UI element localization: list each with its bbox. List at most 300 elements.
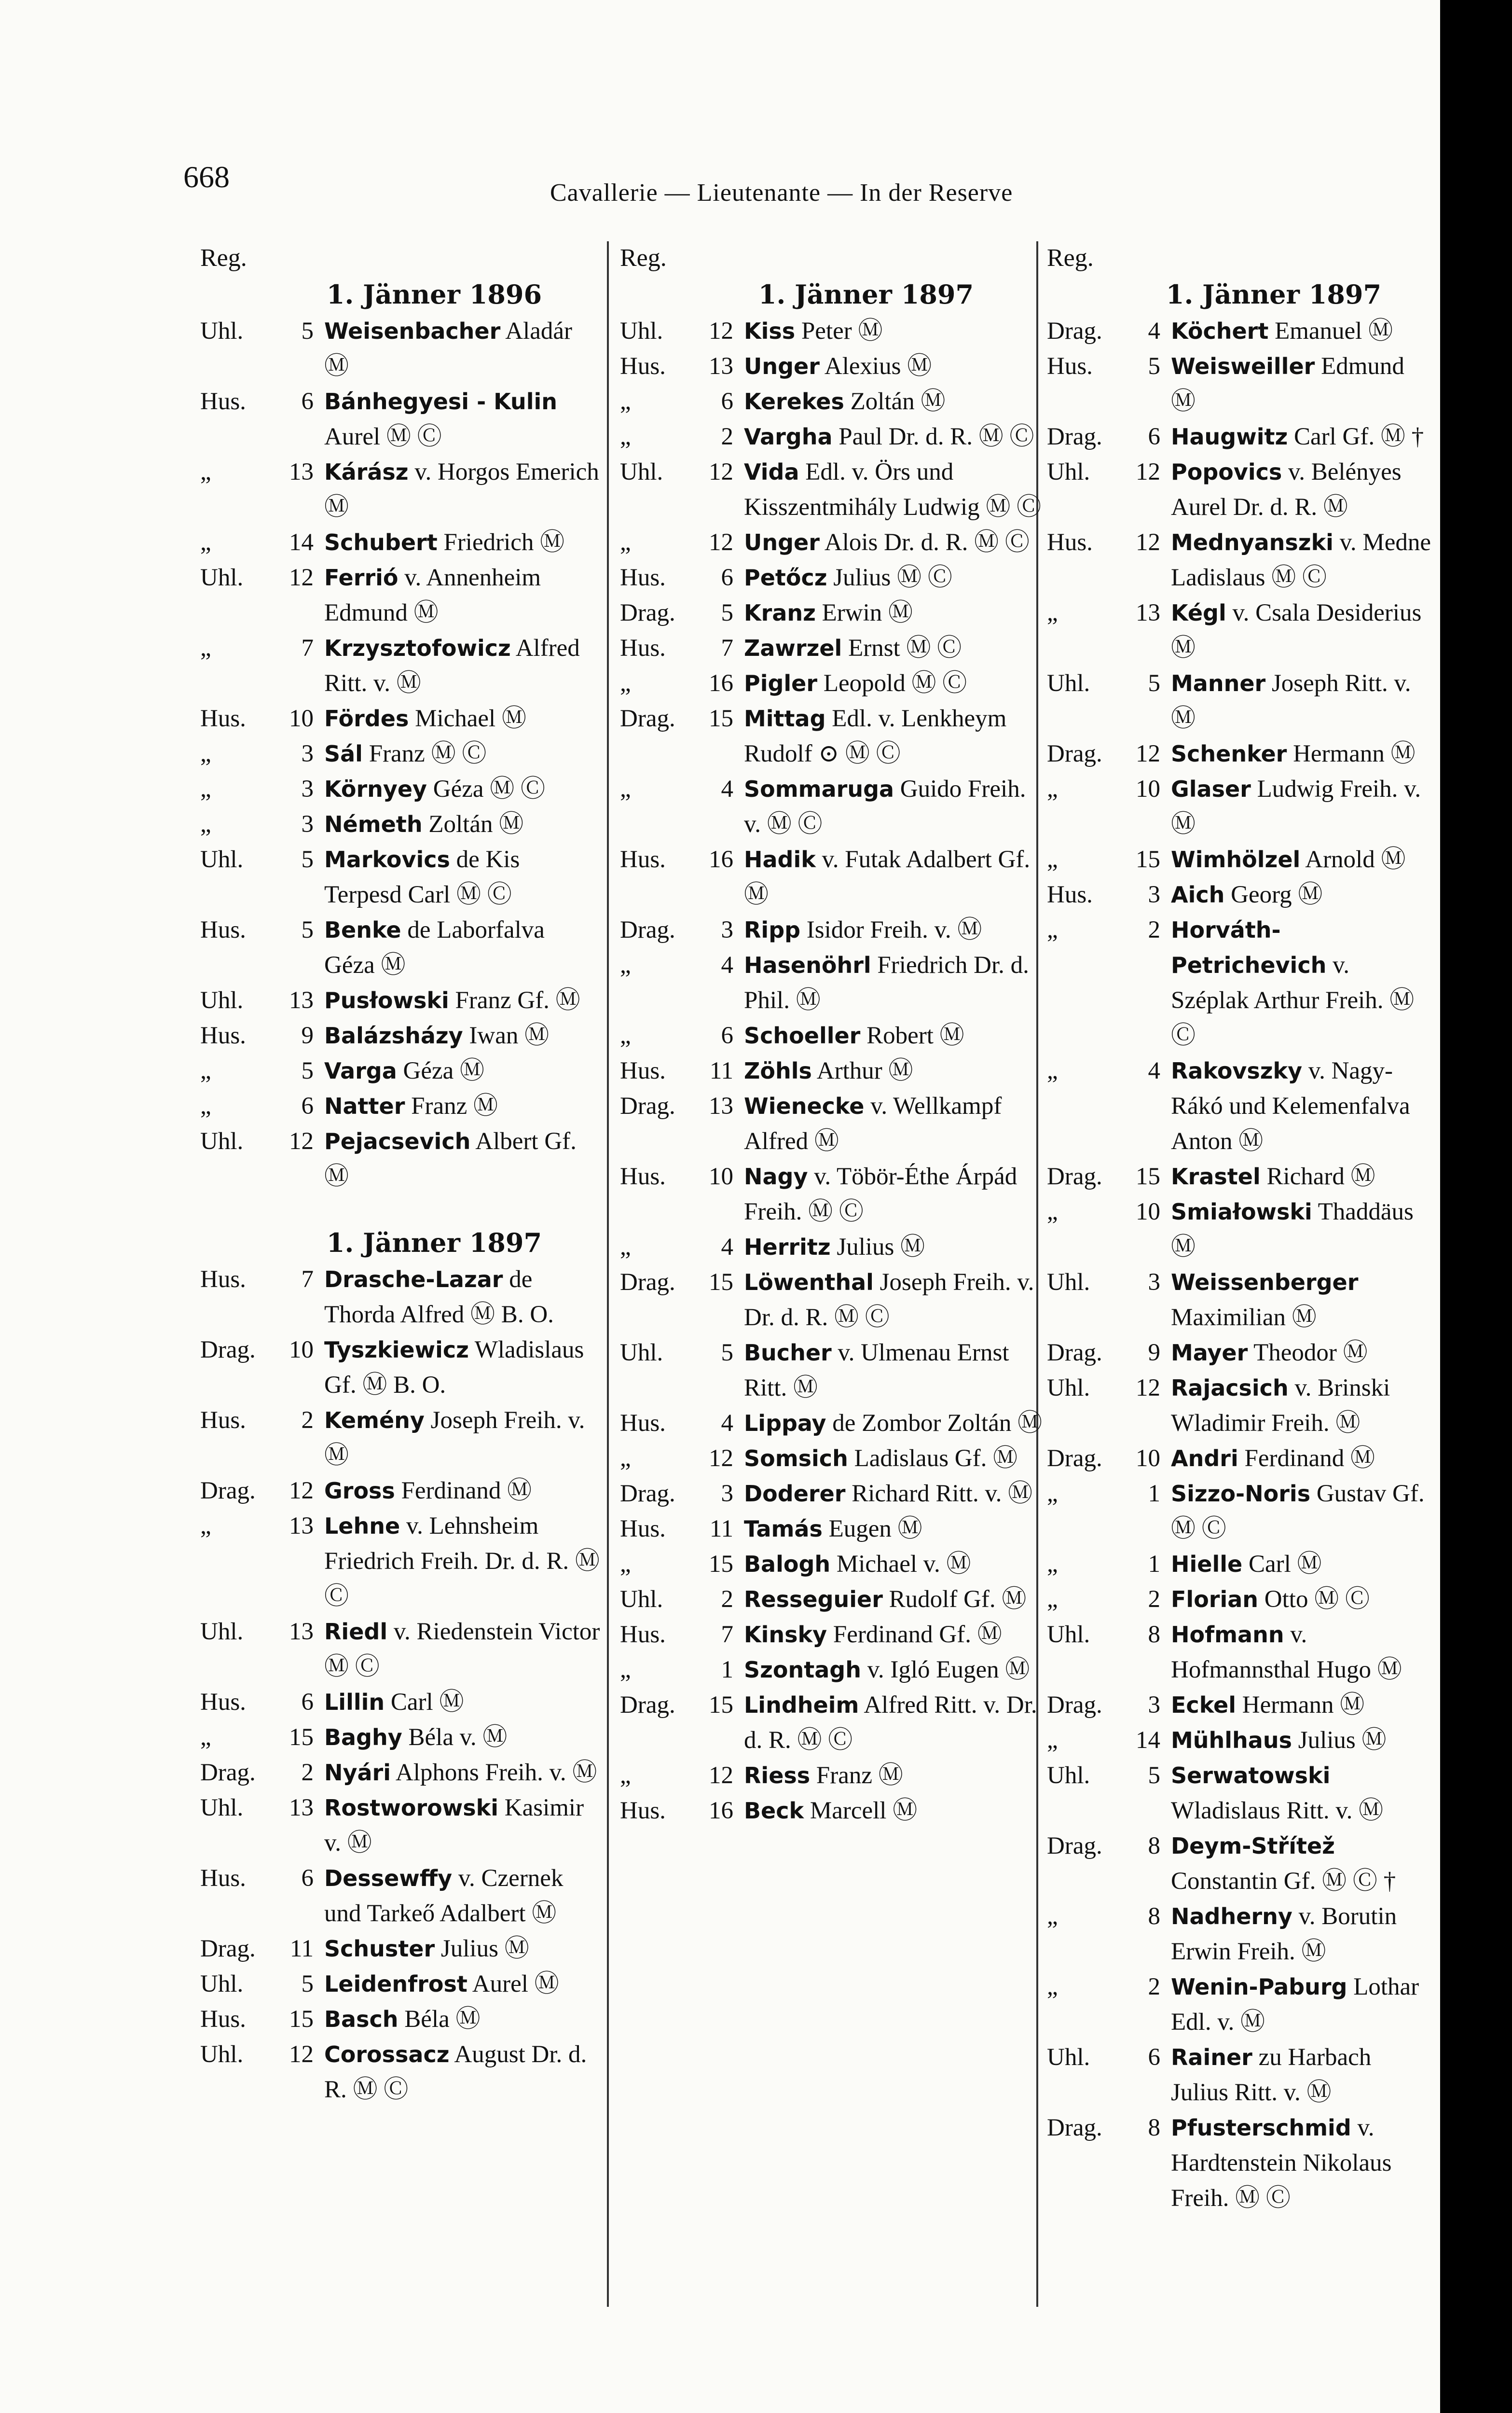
surname: Mühlhaus xyxy=(1171,1727,1292,1753)
name-details: de Thorda Alfred Ⓜ B. O. xyxy=(324,1266,554,1328)
regiment: Drag. xyxy=(1047,1692,1102,1719)
regiment: „ xyxy=(200,635,211,662)
surname: Markovics xyxy=(324,846,450,873)
surname: Kinsky xyxy=(744,1622,827,1648)
officer-name xyxy=(744,1335,1045,1406)
officer-name xyxy=(744,419,1045,455)
list-item xyxy=(620,1476,1045,1512)
officer-name xyxy=(324,1720,601,1755)
list-item xyxy=(620,1406,1045,1441)
surname: Popovics xyxy=(1171,459,1282,485)
regiment: „ xyxy=(620,1022,631,1049)
regiment-number: 12 xyxy=(1136,740,1160,767)
regiment-number: 12 xyxy=(289,1477,314,1504)
list-item xyxy=(200,772,601,807)
surname: Riedl xyxy=(324,1619,388,1645)
name-details: Kasimir v. Ⓜ xyxy=(324,1794,584,1857)
officer-name xyxy=(324,1861,601,1931)
regiment: Hus. xyxy=(200,1689,246,1716)
reg-column-label: Reg. xyxy=(1047,244,1094,272)
surname: Riess xyxy=(744,1762,811,1789)
list-item xyxy=(620,631,1045,666)
regiment-number: 6 xyxy=(301,1093,314,1120)
name-details: v. Hofmannsthal Hugo Ⓜ xyxy=(1171,1621,1402,1683)
list-item xyxy=(620,666,1045,701)
name-details: Ferdinand Gf. Ⓜ xyxy=(827,1621,1002,1648)
surname: Schoeller xyxy=(744,1023,861,1049)
surname: Zawrzel xyxy=(744,635,842,661)
officer-name xyxy=(1171,2040,1433,2110)
list-item xyxy=(620,455,1045,525)
list-item xyxy=(620,419,1045,455)
regiment: Uhl. xyxy=(200,1128,244,1155)
surname: Rostworowski xyxy=(324,1795,499,1821)
officer-name xyxy=(744,1582,1045,1617)
surname: Fördes xyxy=(324,706,409,732)
officer-name xyxy=(324,1685,601,1720)
list-item xyxy=(200,631,601,701)
regiment: Uhl. xyxy=(200,2041,244,2068)
surname: Pusłowski xyxy=(324,987,449,1013)
regiment: Hus. xyxy=(200,1407,246,1434)
officer-name xyxy=(744,1688,1045,1758)
name-details: de Laborfalva Géza Ⓜ xyxy=(324,916,545,979)
list-item xyxy=(620,525,1045,560)
officer-name xyxy=(744,314,1045,349)
regiment: Drag. xyxy=(1047,2114,1102,2141)
name-details: v. Annenheim Edmund Ⓜ xyxy=(324,564,541,626)
list-item xyxy=(200,1018,601,1054)
list-item xyxy=(200,1262,601,1332)
officer-name xyxy=(744,455,1045,525)
regiment-number: 5 xyxy=(301,318,314,345)
regiment-number: 6 xyxy=(1148,423,1160,450)
name-details: Julius Ⓜ xyxy=(1292,1727,1387,1754)
regiment: Uhl. xyxy=(1047,1762,1090,1789)
list-item xyxy=(200,1403,601,1473)
list-item xyxy=(200,1755,601,1790)
regiment-number: 15 xyxy=(1136,1163,1160,1190)
name-details: Michael Ⓜ xyxy=(409,705,526,732)
officer-name xyxy=(1171,1335,1433,1371)
surname: Baghy xyxy=(324,1724,402,1750)
regiment: Uhl. xyxy=(200,1618,244,1645)
surname: Eckel xyxy=(1171,1692,1237,1718)
officer-name xyxy=(324,455,601,525)
name-details: Leopold Ⓜ Ⓒ xyxy=(817,670,967,697)
surname: Lillin xyxy=(324,1689,385,1715)
officer-name xyxy=(1171,736,1433,772)
list-item xyxy=(200,1861,601,1931)
regiment: Drag. xyxy=(1047,1163,1102,1190)
regiment: „ xyxy=(1047,1057,1058,1084)
regiment-number: 12 xyxy=(709,1445,733,1472)
regiment-number: 10 xyxy=(1136,776,1160,803)
list-item xyxy=(1047,455,1433,525)
regiment-number: 9 xyxy=(1148,1339,1160,1366)
name-details: Arnold Ⓜ xyxy=(1300,846,1406,873)
surname: Haugwitz xyxy=(1171,424,1288,450)
officer-name xyxy=(744,596,1045,631)
regiment-number: 5 xyxy=(721,599,733,626)
regiment: Drag. xyxy=(620,1480,675,1507)
list-item xyxy=(620,1688,1045,1758)
regiment: „ xyxy=(620,776,631,803)
regiment-number: 1 xyxy=(721,1656,733,1683)
list-item xyxy=(1047,1899,1433,1969)
officer-name xyxy=(744,525,1045,560)
officer-name xyxy=(1171,1969,1433,2040)
officer-name xyxy=(744,1054,1045,1089)
name-details: Michael v. Ⓜ xyxy=(830,1551,971,1578)
name-details: Joseph Ritt. v. Ⓜ xyxy=(1171,670,1411,732)
surname: Dessewffy xyxy=(324,1865,453,1891)
list-item xyxy=(1047,736,1433,772)
officer-name xyxy=(744,1441,1045,1476)
regiment-number: 12 xyxy=(709,458,733,485)
name-details: Alfred Ritt. v. Dr. d. R. Ⓜ Ⓒ xyxy=(744,1692,1037,1754)
regiment: Hus. xyxy=(200,1022,246,1049)
regiment-number: 2 xyxy=(1148,916,1160,943)
surname: Krzysztofowicz xyxy=(324,635,511,661)
regiment-number: 10 xyxy=(1136,1445,1160,1472)
regiment-number: 3 xyxy=(721,916,733,943)
list-item xyxy=(200,1614,601,1685)
column-1 xyxy=(200,241,601,2307)
name-details: Alfred Ritt. v. Ⓜ xyxy=(324,635,580,697)
name-details: Zoltán Ⓜ xyxy=(422,811,524,838)
list-item xyxy=(1047,2110,1433,2216)
regiment-number: 13 xyxy=(289,1512,314,1539)
list-item xyxy=(620,1758,1045,1793)
regiment-number: 2 xyxy=(301,1759,314,1786)
list-item xyxy=(200,1967,601,2002)
name-details: v. Brinski Wladimir Freih. Ⓜ xyxy=(1171,1374,1390,1437)
officer-name xyxy=(744,666,1045,701)
list-item xyxy=(200,1509,601,1614)
name-details: Friedrich Ⓜ xyxy=(437,529,565,556)
surname: Zöhls xyxy=(744,1058,812,1084)
officer-name xyxy=(744,1547,1045,1582)
surname: Kerekes xyxy=(744,388,844,415)
regiment: „ xyxy=(200,458,211,485)
surname: Andri xyxy=(1171,1445,1238,1471)
regiment-number: 15 xyxy=(709,705,733,732)
name-details: Gustav Gf. Ⓜ Ⓒ xyxy=(1171,1480,1425,1542)
list-item xyxy=(1047,1547,1433,1582)
surname: Sommaruga xyxy=(744,776,894,802)
name-details: Aurel Ⓜ xyxy=(467,1970,559,1997)
regiment-number: 10 xyxy=(289,1336,314,1363)
name-details: v. Borutin Erwin Freih. Ⓜ xyxy=(1171,1903,1397,1965)
officer-name xyxy=(1171,1582,1433,1617)
regiment: Uhl. xyxy=(620,318,663,345)
regiment-number: 12 xyxy=(709,318,733,345)
officer-name xyxy=(744,1159,1045,1230)
officer-name xyxy=(324,701,601,736)
list-item xyxy=(1047,1441,1433,1476)
officer-name xyxy=(1171,1899,1433,1969)
list-item xyxy=(1047,1688,1433,1723)
regiment-number: 5 xyxy=(1148,353,1160,380)
list-item xyxy=(620,913,1045,948)
surname: Hofmann xyxy=(1171,1622,1284,1648)
regiment: „ xyxy=(620,670,631,697)
name-details: v. Medne Ladislaus Ⓜ Ⓒ xyxy=(1171,529,1431,591)
list-item xyxy=(1047,772,1433,842)
surname: Weisenbacher xyxy=(324,318,501,344)
surname: Schubert xyxy=(324,529,438,555)
regiment: „ xyxy=(200,1724,211,1751)
officer-name xyxy=(744,772,1045,842)
regiment-number: 2 xyxy=(1148,1586,1160,1613)
surname: Mittag xyxy=(744,706,826,732)
name-details: Alphons Freih. v. Ⓜ xyxy=(390,1759,597,1786)
surname: Németh xyxy=(324,811,423,837)
regiment-number: 6 xyxy=(1148,2044,1160,2071)
surname: Nyári xyxy=(324,1760,391,1786)
name-details: Marcell Ⓜ xyxy=(804,1797,918,1824)
regiment-number: 11 xyxy=(289,1935,314,1962)
list-item xyxy=(620,560,1045,596)
surname: Weisweiller xyxy=(1171,353,1315,379)
name-details: Constantin Gf. Ⓜ Ⓒ † xyxy=(1171,1868,1396,1895)
name-details: v. Lehnsheim Friedrich Freih. Dr. d. R. Ⓜ Ⓒ xyxy=(324,1512,600,1610)
regiment: Hus. xyxy=(1047,529,1093,556)
officer-name xyxy=(1171,1723,1433,1758)
surname: Kiss xyxy=(744,318,796,344)
name-details: Ferdinand Ⓜ xyxy=(1238,1445,1375,1472)
list-item xyxy=(200,560,601,631)
regiment-number: 13 xyxy=(289,1794,314,1821)
officer-name xyxy=(744,913,1045,948)
surname: Rakovszky xyxy=(1171,1058,1303,1084)
name-details: Guido Freih. v. Ⓜ Ⓒ xyxy=(744,776,1026,838)
regiment-number: 12 xyxy=(709,529,733,556)
regiment-number: 4 xyxy=(1148,318,1160,345)
officer-name xyxy=(744,1652,1045,1688)
name-details: Iwan Ⓜ xyxy=(463,1022,550,1049)
regiment-number: 3 xyxy=(301,811,314,838)
surname: Nadherny xyxy=(1171,1903,1292,1929)
regiment-number: 8 xyxy=(1148,1903,1160,1930)
regiment: Hus. xyxy=(1047,353,1093,380)
name-details: Alois Dr. d. R. Ⓜ Ⓒ xyxy=(819,529,1030,556)
name-details: Ferdinand Ⓜ xyxy=(395,1477,532,1504)
name-details: Hermann Ⓜ xyxy=(1236,1692,1365,1719)
officer-name xyxy=(324,1403,601,1473)
regiment: „ xyxy=(620,388,631,415)
surname: Köchert xyxy=(1171,318,1269,344)
name-details: Friedrich Dr. d. Phil. Ⓜ xyxy=(744,952,1029,1014)
list-item xyxy=(200,1054,601,1089)
list-item xyxy=(620,1159,1045,1230)
name-details: Alexius Ⓜ xyxy=(819,353,932,380)
officer-name xyxy=(1171,842,1433,877)
surname: Balázsházy xyxy=(324,1023,463,1049)
regiment-number: 2 xyxy=(301,1407,314,1434)
regiment: Drag. xyxy=(620,1093,675,1120)
regiment-number: 2 xyxy=(721,1586,733,1613)
officer-name xyxy=(324,1931,601,1967)
name-details: Carl Ⓜ xyxy=(385,1689,464,1716)
officer-name xyxy=(744,384,1045,419)
name-details: v. Wellkampf Alfred Ⓜ xyxy=(744,1093,1002,1155)
surname: Hasenöhrl xyxy=(744,952,871,978)
officer-name xyxy=(324,1054,601,1089)
officer-name xyxy=(744,1265,1045,1335)
regiment: Uhl. xyxy=(620,1339,663,1366)
regiment: Hus. xyxy=(620,564,666,591)
surname: Mednyanszki xyxy=(1171,529,1333,555)
list-item xyxy=(620,1018,1045,1054)
regiment: Uhl. xyxy=(200,846,244,873)
list-item xyxy=(1047,314,1433,349)
list-item xyxy=(1047,349,1433,419)
list-item xyxy=(620,948,1045,1018)
name-details: Paul Dr. d. R. Ⓜ Ⓒ xyxy=(832,423,1034,450)
officer-name xyxy=(744,560,1045,596)
surname: Florian xyxy=(1171,1586,1259,1612)
name-details: Carl Ⓜ xyxy=(1242,1551,1322,1578)
name-details: Franz Gf. Ⓜ xyxy=(449,987,580,1014)
officer-name xyxy=(1171,349,1433,419)
name-details: Aladár Ⓜ xyxy=(324,318,572,380)
regiment: „ xyxy=(620,423,631,450)
officer-name xyxy=(324,1967,601,2002)
name-details: v. Ulmenau Ernst Ritt. Ⓜ xyxy=(744,1339,1009,1401)
surname: Pejacsevich xyxy=(324,1128,471,1154)
name-details: Béla Ⓜ xyxy=(398,2006,481,2033)
list-item xyxy=(200,983,601,1018)
regiment: Uhl. xyxy=(1047,670,1090,697)
officer-name xyxy=(744,1512,1045,1547)
officer-name xyxy=(1171,1758,1433,1829)
regiment: „ xyxy=(200,776,211,803)
regiment-number: 4 xyxy=(721,952,733,979)
regiment-number: 5 xyxy=(301,1057,314,1084)
list-item xyxy=(200,1931,601,1967)
list-item xyxy=(200,842,601,913)
name-details: Thaddäus Ⓜ xyxy=(1171,1198,1414,1261)
regiment: Hus. xyxy=(620,353,666,380)
officer-name xyxy=(324,1614,601,1685)
list-item xyxy=(620,1652,1045,1688)
list-item xyxy=(1047,1335,1433,1371)
regiment: Drag. xyxy=(1047,1339,1102,1366)
list-item xyxy=(620,1547,1045,1582)
surname: Natter xyxy=(324,1093,405,1119)
list-item xyxy=(620,1617,1045,1652)
regiment: Uhl. xyxy=(1047,1269,1090,1296)
regiment: „ xyxy=(1047,1198,1058,1225)
regiment-number: 12 xyxy=(289,1128,314,1155)
surname: Unger xyxy=(744,529,820,555)
regiment-number: 5 xyxy=(301,916,314,943)
regiment: Drag. xyxy=(200,1477,256,1504)
regiment-number: 6 xyxy=(301,1689,314,1716)
surname: Varga xyxy=(324,1058,397,1084)
regiment: Uhl. xyxy=(200,987,244,1014)
surname: Manner xyxy=(1171,670,1266,696)
regiment: Drag. xyxy=(200,1935,256,1962)
regiment: Drag. xyxy=(620,705,675,732)
officer-name xyxy=(744,842,1045,913)
regiment-number: 7 xyxy=(721,635,733,662)
regiment-number: 2 xyxy=(721,423,733,450)
regiment: Hus. xyxy=(620,1515,666,1542)
name-details: Julius Ⓜ xyxy=(435,1935,529,1962)
regiment: „ xyxy=(620,1762,631,1789)
regiment-number: 15 xyxy=(709,1692,733,1719)
regiment: Hus. xyxy=(200,2006,246,2033)
surname: Unger xyxy=(744,353,820,379)
list-item xyxy=(620,1441,1045,1476)
regiment: Uhl. xyxy=(200,1970,244,1997)
surname: Ferrió xyxy=(324,565,399,591)
regiment: Hus. xyxy=(200,916,246,943)
regiment: Uhl. xyxy=(620,1586,663,1613)
regiment: Hus. xyxy=(200,705,246,732)
officer-name xyxy=(324,1755,601,1790)
officer-name xyxy=(744,349,1045,384)
officer-name xyxy=(324,1332,601,1403)
regiment-number: 3 xyxy=(301,740,314,767)
officer-name xyxy=(1171,1688,1433,1723)
regiment: Drag. xyxy=(1047,1832,1102,1859)
officer-name xyxy=(324,2002,601,2037)
officer-name xyxy=(1171,1441,1433,1476)
list-item xyxy=(200,2002,601,2037)
officer-name xyxy=(1171,1265,1433,1335)
list-item xyxy=(620,1265,1045,1335)
regiment-number: 8 xyxy=(1148,1621,1160,1648)
regiment: „ xyxy=(620,1445,631,1472)
surname: Wimhölzel xyxy=(1171,846,1301,873)
regiment: „ xyxy=(620,1234,631,1261)
surname: Bánhegyesi - Kulin xyxy=(324,388,558,415)
list-item xyxy=(1047,666,1433,736)
name-details: v. Széplak Arthur Freih. Ⓜ Ⓒ xyxy=(1171,952,1415,1049)
list-item xyxy=(620,1582,1045,1617)
regiment-number: 16 xyxy=(709,1797,733,1824)
list-item xyxy=(200,2037,601,2108)
regiment: Hus. xyxy=(620,846,666,873)
regiment: „ xyxy=(200,1057,211,1084)
regiment-number: 4 xyxy=(721,1410,733,1437)
column-3 xyxy=(1047,241,1433,2307)
surname: Herritz xyxy=(744,1234,831,1260)
officer-name xyxy=(324,314,601,384)
officer-name xyxy=(1171,455,1433,525)
surname: Petőcz xyxy=(744,565,827,591)
regiment-number: 1 xyxy=(1148,1551,1160,1578)
list-item xyxy=(620,772,1045,842)
regiment-number: 3 xyxy=(1148,881,1160,908)
surname: Horváth-Petrichevich xyxy=(1171,917,1327,978)
surname: Weissenberger xyxy=(1171,1269,1359,1295)
officer-name xyxy=(1171,1547,1433,1582)
list-item xyxy=(1047,1617,1433,1688)
name-details: Aurel Ⓜ Ⓒ xyxy=(324,423,442,450)
name-details: Julius Ⓜ Ⓒ xyxy=(827,564,952,591)
regiment: Hus. xyxy=(1047,881,1093,908)
regiment-number: 5 xyxy=(1148,1762,1160,1789)
officer-name xyxy=(324,1018,601,1054)
officer-name xyxy=(744,701,1045,772)
surname: Lehne xyxy=(324,1513,400,1539)
regiment-number: 7 xyxy=(301,1266,314,1293)
